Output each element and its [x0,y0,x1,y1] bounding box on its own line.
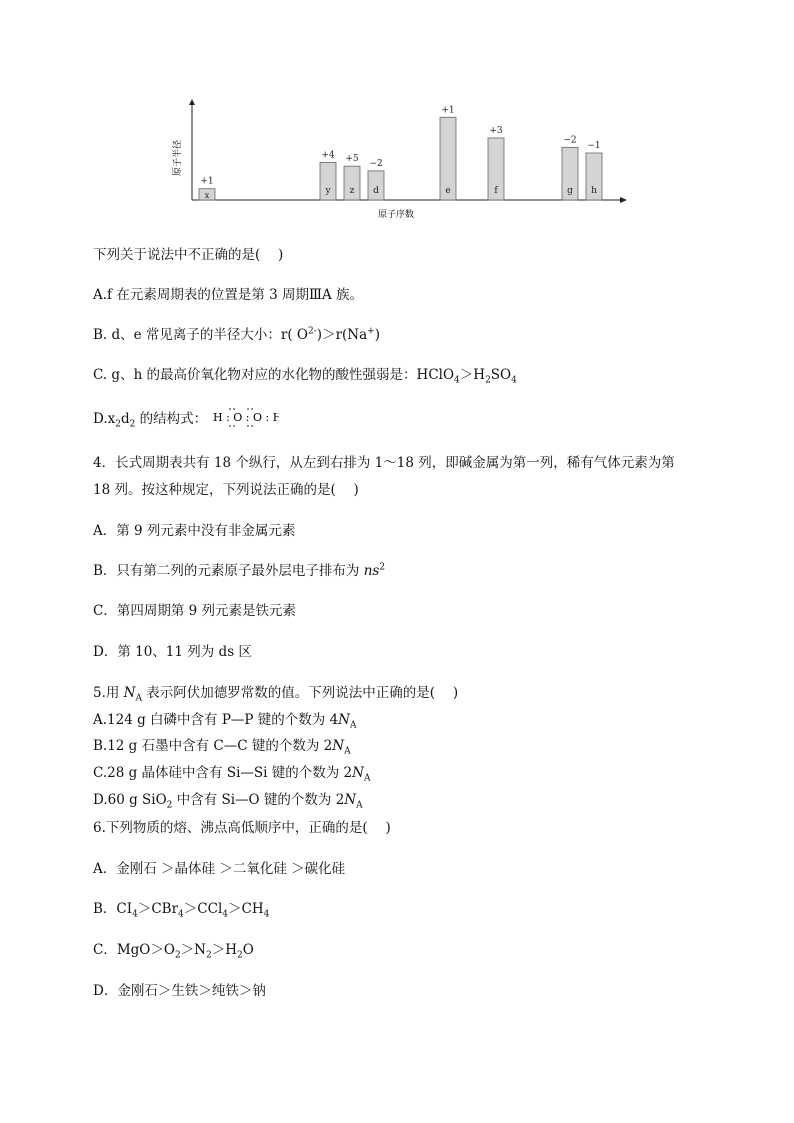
q3-d-text3: 的结构式： [135,411,208,427]
y-axis-arrow [189,99,195,105]
bar-charge-e: +1 [441,105,455,116]
atomic-radius-bar-chart [150,90,650,225]
q6-b-p6: ＞CH [228,901,264,917]
q6-c-p0: C．MgO＞O [93,942,175,958]
q4-option-a: A．第 9 列元素中没有非金属元素 [93,523,296,539]
q5-a-n: N [338,712,350,728]
bar-label-x: x [204,191,210,200]
bar-charge-y: +4 [321,150,335,161]
q5-c-n: N [352,765,364,781]
q5-b-sub: A [344,746,351,757]
q3-d-text: D.x [93,411,116,427]
q5-d-text2: 中含有 Si—O 键的个数为 2 [172,792,345,808]
q5-d-sub: 2 [166,800,173,811]
q6-c-s1: 2 [174,950,181,961]
q5-stem-sub: A [135,693,142,704]
bar-label-g: g [567,186,573,196]
q4-stem-line2: 18 列。按这种规定，下列说法正确的是( ) [93,482,359,498]
q5-stem [93,684,458,702]
q6-b-p2: ＞CBr [137,901,179,917]
q6-stem: 6.下列物质的熔、沸点高低顺序中，正确的是( ) [93,820,391,836]
q5-d-n: N [344,792,357,808]
q3-d-text2: d [120,411,130,427]
q6-c-p6: O [242,942,254,958]
q6-option-d: D．金刚石＞生铁＞纯铁＞钠 [93,983,266,999]
q3-c-sub: 4 [454,375,460,386]
q3-option-d [93,406,279,433]
q4-b-text: B．只有第二列的元素原子最外层电子排布为 [93,563,364,579]
q5-b-n: N [332,738,345,754]
q5-option-c [93,764,370,782]
bar-charge-x: +1 [200,176,214,187]
bar-label-f: f [494,186,498,196]
q6-b-p4: ＞CCl [183,901,223,917]
bar-charge-h: −1 [587,141,601,151]
q3-c-text3: SO [490,367,512,383]
q5-option-a [93,711,356,729]
q3-b-sup: 2- [308,326,317,337]
x-axis-label: 原子序数 [377,210,415,220]
structure-formula: H : O : O : H [213,411,280,424]
bar-charge-f: +3 [489,125,503,136]
q3-b-text3: ) [374,327,380,343]
q3-b-sup2: + [367,326,375,337]
q5-stem-text: 5.用 [93,685,124,701]
q5-stem-text2: 表示阿伏加德罗常数的值。下列说法中正确的是( ) [141,685,459,701]
q3-option-a: A.f 在元素周期表的位置是第 3 周期ⅢA 族。 [93,287,364,303]
q6-option-b [93,900,269,918]
q5-b-text: B.12 g 石墨中含有 C—C 键的个数为 2 [93,738,333,754]
q6-c-s5: 2 [237,950,243,961]
q6-c-p4: ＞H [211,942,237,958]
q5-a-text: A.124 g 白磷中含有 P—P 键的个数为 4 [93,712,339,728]
bar-charge-z: +5 [345,154,359,165]
q6-b-s1: 4 [132,909,138,920]
q6-b-s3: 4 [178,909,184,920]
q3-b-text: B. d、e 常见离子的半径大小：r( O [93,327,309,343]
bar-label-h: h [591,186,597,196]
q4-stem-line1: 4．长式周期表共有 18 个纵行，从左到右排为 1～18 列，即碱金属为第一列，稀有气体元素为第 [93,455,675,471]
chart-bars [199,105,602,200]
q3-c-sub3: 4 [511,375,517,386]
y-axis-label: 原子半径 [173,139,183,177]
q6-c-p2: ＞N [180,942,206,958]
x-axis-arrow [620,197,627,203]
q3-option-c [93,366,517,384]
q6-option-a: A．金刚石 ＞晶体硅 ＞二氧化硅 ＞碳化硅 [93,861,346,877]
q5-stem-n: N [123,685,136,701]
q6-b-p0: B．CI [93,901,133,917]
q3-b-text2: )＞r(Na [316,327,368,343]
q3-d-sub2: 2 [129,419,136,430]
q6-b-s7: 4 [263,909,270,920]
q3-stem: 下列关于说法中不正确的是( ) [93,247,284,263]
q3-c-text: C. g、h 的最高价氧化物对应的水化物的酸性强弱是：HClO [93,367,455,383]
q4-b-ns: ns [363,563,380,579]
q5-option-d [93,791,363,809]
q4-option-c: C．第四周期第 9 列元素是铁元素 [93,603,297,619]
q4-option-b [93,562,385,580]
h2o2-structure [211,406,279,433]
q3-d-sub: 2 [115,419,121,430]
q6-option-c [93,941,254,959]
q6-c-s3: 2 [205,950,212,961]
bar-label-e: e [445,186,451,196]
bar-label-d: d [373,186,379,196]
q5-d-text: D.60 g SiO [93,792,167,808]
q5-d-sub2: A [356,800,363,811]
q6-b-s5: 4 [222,909,228,920]
q5-c-sub: A [363,773,371,784]
q4-b-sup: 2 [379,562,386,573]
q3-c-text2: ＞H [459,367,486,383]
bar-charge-d: −2 [369,158,383,169]
bar-charge-g: −2 [563,135,577,146]
q4-option-d: D．第 10、11 列为 ds 区 [93,644,252,660]
q3-c-sub2: 2 [485,375,491,386]
bar-label-y: y [325,186,331,196]
q3-option-b [93,326,380,344]
q5-c-text: C.28 g 晶体硅中含有 Si—Si 键的个数为 2 [93,765,353,781]
q5-a-sub: A [349,720,357,731]
q5-option-b [93,737,351,755]
bar-label-z: z [349,186,355,196]
chart-axes [189,99,627,203]
